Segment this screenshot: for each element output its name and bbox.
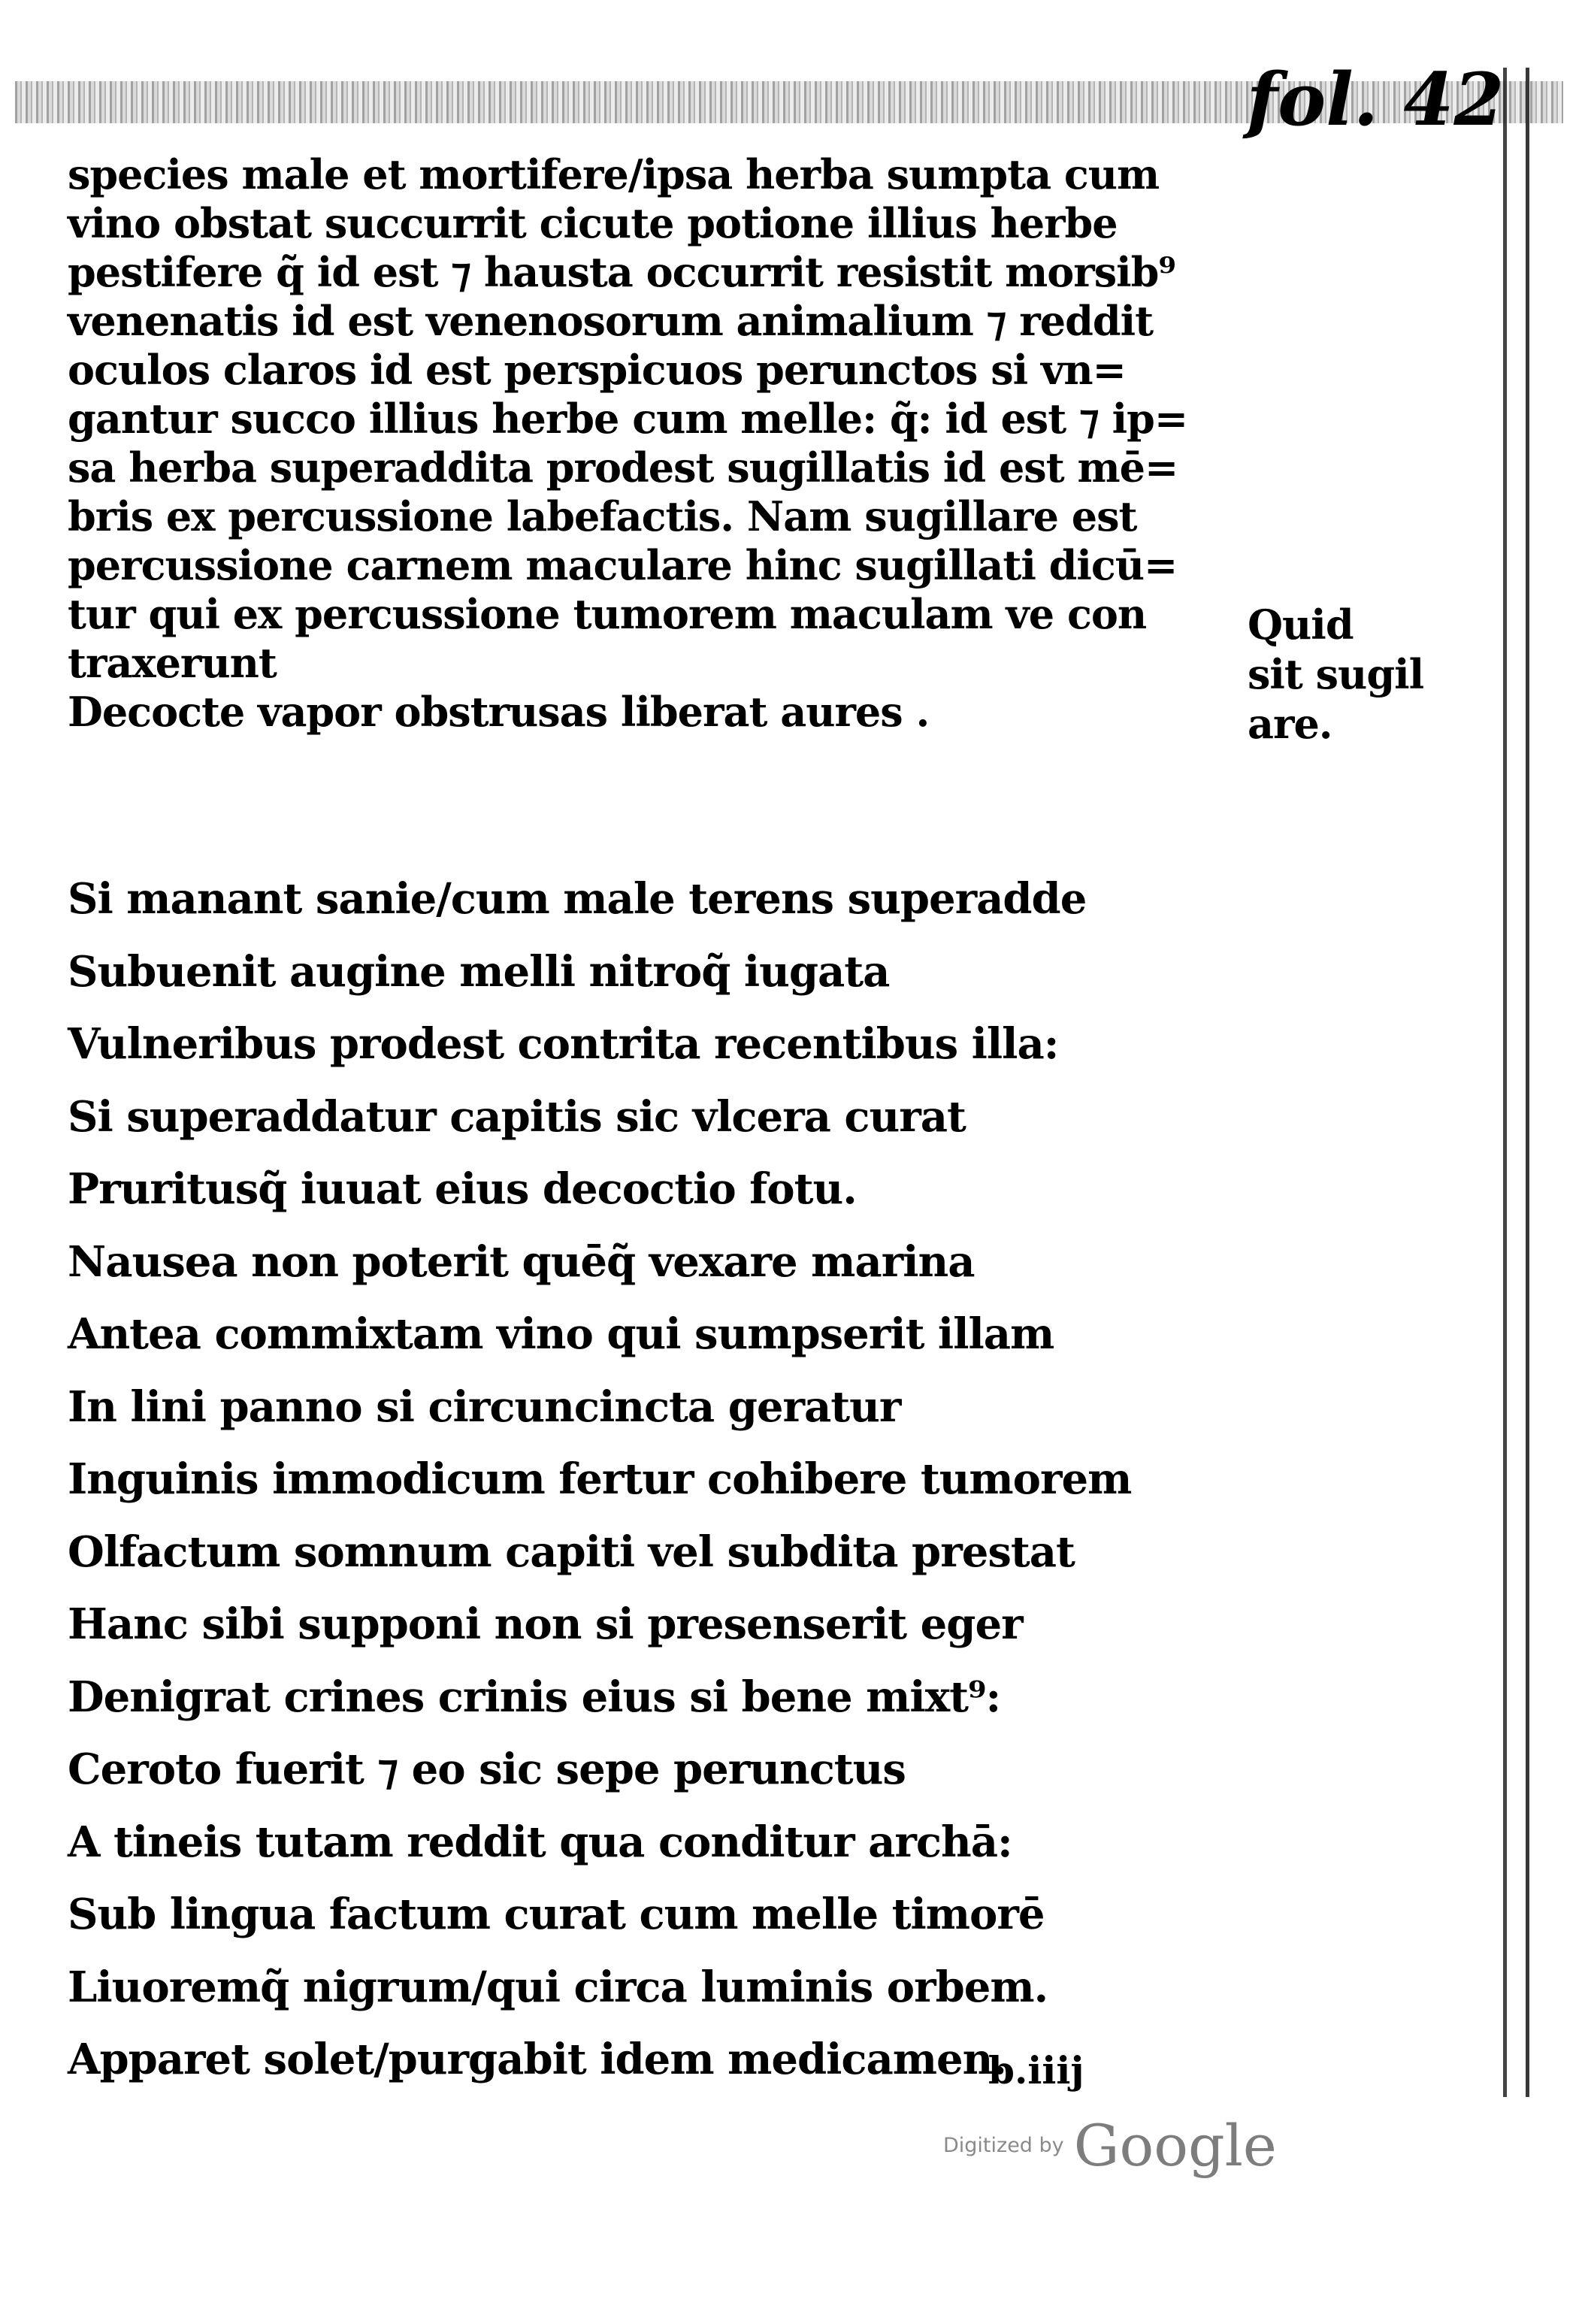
verse-line: Ceroto fuerit ⁊ eo sic sepe perunctus <box>68 1745 906 1794</box>
digitized-watermark <box>943 2112 1296 2187</box>
verse-line: Antea commixtam vino qui sumpserit illam <box>68 1309 1054 1359</box>
commentary-line: tur qui ex percussione tumorem maculam ve con <box>68 590 1147 638</box>
verse-line: Apparet solet/purgabit idem medicamen. <box>68 2035 1006 2084</box>
marginal-note-line: Quid <box>1248 601 1354 649</box>
commentary-line: percussione carnem maculare hinc sugillati dicū= <box>68 541 1178 589</box>
commentary-line: oculos claros id est perspicuos perunctos si vn= <box>68 346 1126 394</box>
verse-line: Sub lingua factum curat cum melle timorē <box>68 1890 1045 1939</box>
verse-line: Olfactum somnum capiti vel subdita prestat <box>68 1527 1075 1577</box>
verse-line: Pruritusq̃ iuuat eius decoctio fotu. <box>68 1164 857 1214</box>
commentary-line: sa herba superaddita prodest sugillatis id est mē= <box>68 443 1178 492</box>
commentary-line: bris ex percussione labefactis. Nam sugillare est <box>68 492 1137 540</box>
verse-line: Hanc sibi supponi non si presenserit eger <box>68 1599 1023 1649</box>
verse-line: Nausea non poterit quēq̃ vexare marina <box>68 1236 975 1287</box>
marginal-note <box>1248 600 1443 749</box>
marginal-note-line: are. <box>1248 700 1332 748</box>
commentary-line: species male et mortifere/ipsa herba sumpta cum <box>68 150 1160 198</box>
commentary-line: pestifere q̃ id est ⁊ hausta occurrit resistit morsib⁹ <box>68 248 1176 296</box>
verse-line: In lini panno si circuncincta geratur <box>68 1381 901 1432</box>
marginal-note-line: sit sugil <box>1248 650 1424 698</box>
watermark-prefix: Digitized by <box>943 2134 1064 2157</box>
verse-line: A tineis tutam reddit qua conditur archā: <box>68 1817 1012 1867</box>
commentary-line: traxerunt <box>68 639 277 687</box>
commentary-block <box>68 150 1255 737</box>
verse-line: Si superaddatur capitis sic vlcera curat <box>68 1091 966 1142</box>
commentary-line: Decocte vapor obstrusas liberat aures . <box>68 688 930 736</box>
google-logo: Google <box>1073 2112 1277 2179</box>
folio-number: fol. 42 <box>1246 57 1505 142</box>
commentary-line: venenatis id est venenosorum animalium ⁊ reddit <box>68 297 1154 345</box>
verse-line: Inguinis immodicum fertur cohibere tumorem <box>68 1454 1132 1504</box>
scanned-page-edge-right <box>1526 68 1565 2097</box>
verse-line: Denigrat crines crinis eius si bene mixt⁹: <box>68 1672 1001 1722</box>
scanned-page-edge-right-inner <box>1503 68 1507 2097</box>
commentary-line: vino obstat succurrit cicute potione illius herbe <box>68 199 1118 247</box>
commentary-line: gantur succo illius herbe cum melle: q̃: id est ⁊ ip= <box>68 395 1188 443</box>
verse-line: Vulneribus prodest contrita recentibus illa: <box>68 1019 1059 1069</box>
verse-line: Si manant sanie/cum male terens superadde <box>68 874 1087 924</box>
verse-line: Liuoremq̃ nigrum/qui circa luminis orbem. <box>68 1962 1048 2012</box>
signature-mark: b.iiij <box>988 2048 1084 2093</box>
verse-block <box>68 863 1255 2096</box>
verse-line: Subuenit augine melli nitroq̃ iugata <box>68 946 890 997</box>
